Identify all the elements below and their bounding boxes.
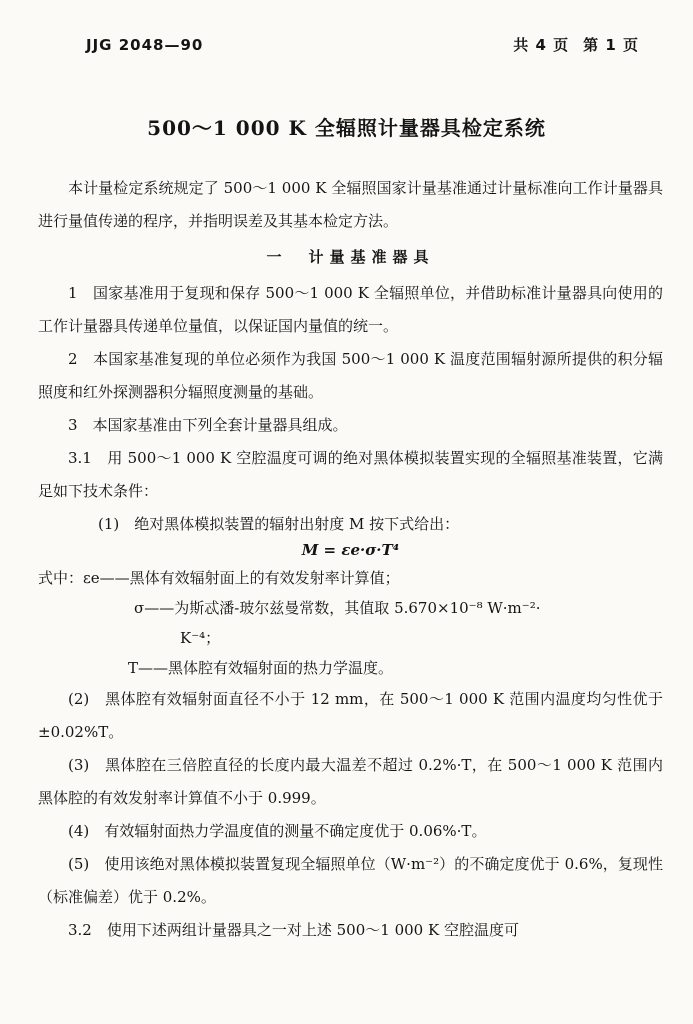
paragraph-3-2: 3.2 使用下述两组计量器具之一对上述 500～1 000 K 空腔温度可 bbox=[68, 921, 519, 939]
paragraph-2: 2 本国家基准复现的单位必须作为我国 500～1 000 K 温度范围辐射源所提供的积分辐照度和红外探测器积分辐照度测量的基础。 bbox=[38, 350, 663, 401]
item-5: (5) 使用该绝对黑体模拟装置复现全辐照单位（W·m⁻²）的不确定度优于 0.6%，复现性（标准偏差）优于 0.2%。 bbox=[38, 855, 663, 906]
definition-t: T——黑体腔有效辐射面的热力学温度。 bbox=[128, 659, 394, 677]
intro-paragraph: 本计量检定系统规定了 500～1 000 K 全辐照国家计量基准通过计量标准向工作计量器具进行量值传递的程序，并指明误差及其基本检定方法。 bbox=[38, 179, 663, 230]
item-1: (1) 绝对黑体模拟装置的辐射出射度 M 按下式给出： bbox=[98, 515, 460, 533]
document-title: 500～1 000 K 全辐照计量器具检定系统 bbox=[147, 116, 546, 140]
definition-sigma: σ——为斯忒潘-玻尔兹曼常数，其值取 5.670×10⁻⁸ W·m⁻²· bbox=[134, 599, 541, 617]
paragraph-1: 1 国家基准用于复现和保存 500～1 000 K 全辐照单位，并借助标准计量器具向使用的工作计量器具传递单位量值，以保证国内量值的统一。 bbox=[38, 284, 663, 335]
item-4: (4) 有效辐射面热力学温度值的测量不确定度优于 0.06%·T。 bbox=[68, 822, 487, 840]
item-2: (2) 黑体腔有效辐射面直径不小于 12 mm，在 500～1 000 K 范围内温度均匀性优于 ±0.02%T。 bbox=[38, 690, 663, 741]
document-number: JJG 2048—90 bbox=[86, 36, 204, 54]
page-header bbox=[86, 34, 639, 55]
page-info bbox=[513, 34, 639, 55]
item-3: (3) 黑体腔在三倍腔直径的长度内最大温差不超过 0.2%·T，在 500～1 000 K 范围内黑体腔的有效发射率计算值不小于 0.999。 bbox=[38, 756, 663, 807]
definition-sigma-continued: K⁻⁴； bbox=[180, 629, 221, 647]
page-number: 第 1 页 bbox=[583, 36, 639, 54]
section-heading: 一 计量基准器具 bbox=[266, 248, 435, 266]
paragraph-3: 3 本国家基准由下列全套计量器具组成。 bbox=[68, 416, 348, 434]
total-pages: 共 4 页 bbox=[513, 36, 570, 54]
document-body bbox=[38, 172, 663, 947]
definition-epsilon: 式中：εe——黑体有效辐射面上的有效发射率计算值； bbox=[38, 569, 400, 587]
paragraph-3-1: 3.1 用 500～1 000 K 空腔温度可调的绝对黑体模拟装置实现的全辐照基准装置，它满足如下技术条件： bbox=[38, 449, 663, 500]
formula: M = εe·σ·T⁴ bbox=[301, 541, 400, 559]
